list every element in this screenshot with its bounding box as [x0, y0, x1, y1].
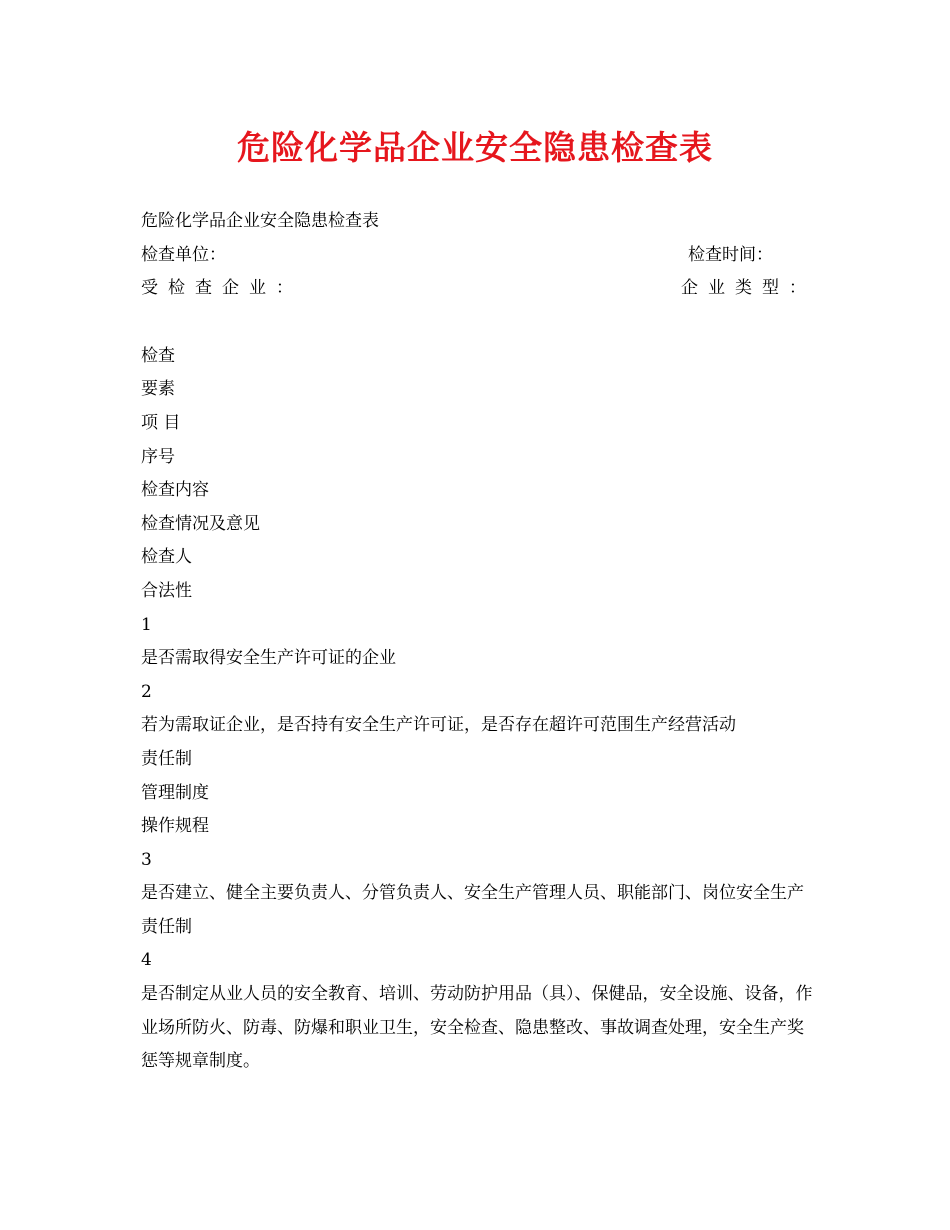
item-number: 3	[141, 849, 152, 870]
text-line: 是否需取得安全生产许可证的企业	[141, 648, 396, 669]
text-line: 责任制	[141, 748, 192, 769]
document-subtitle: 危险化学品企业安全隐患检查表	[141, 211, 379, 231]
document-body	[141, 205, 816, 1079]
inspection-unit-label: 检查单位：	[141, 244, 226, 265]
text-line: 项 目	[141, 412, 181, 433]
header-row-enterprise	[141, 272, 816, 306]
item-number: 4	[141, 950, 152, 971]
text-line: 检查情况及意见	[141, 513, 260, 534]
enterprise-type-label: 企业类型：	[681, 278, 816, 299]
text-line: 检查	[141, 345, 175, 366]
text-line: 检查人	[141, 547, 192, 568]
item-number: 2	[141, 681, 152, 702]
item-number: 1	[141, 614, 152, 635]
text-line: 合法性	[141, 580, 192, 601]
text-line: 操作规程	[141, 816, 209, 837]
inspected-enterprise-label: 受检查企业：	[141, 278, 303, 299]
blank-gap	[141, 306, 816, 340]
text-line: 是否制定从业人员的安全教育、培训、劳动防护用品（具）、保健品，安全设施、设备，作业场所防火、防毒、防爆和职业卫生，安全检查、隐患整改、事故调查处理，安全生产奖惩等规章制度。	[141, 984, 813, 1072]
text-line: 是否建立、健全主要负责人、分管负责人、安全生产管理人员、职能部门、岗位安全生产责任制	[141, 883, 804, 937]
text-line: 要素	[141, 379, 175, 400]
text-line: 若为需取证企业，是否持有安全生产许可证，是否存在超许可范围生产经营活动	[141, 715, 736, 736]
header-row-unit-time	[141, 239, 816, 273]
text-line: 序号	[141, 446, 175, 467]
text-line: 管理制度	[141, 782, 209, 803]
inspection-time-label: 检查时间：	[688, 244, 773, 265]
document-title: 危险化学品企业安全隐患检查表	[237, 128, 713, 167]
text-line: 检查内容	[141, 480, 209, 501]
